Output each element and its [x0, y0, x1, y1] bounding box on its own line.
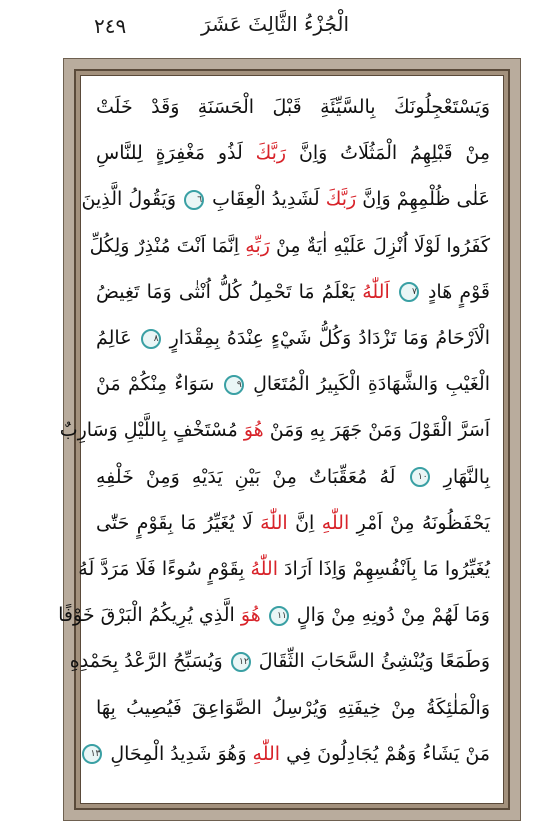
verse-text: مِنْ قَبْلِهِمُ الْمَثُلَاتُ وَاِنَّ [286, 142, 490, 165]
verse-number-marker: ١١ [269, 606, 289, 626]
text-line [69, 642, 490, 680]
verse-number-marker: ١٢ [231, 652, 251, 672]
verse-text [390, 281, 397, 303]
quran-text [58, 88, 491, 788]
verse-text: وَطَمَعًا وَيُنْشِئُ السَّحَابَ الثِّقَالَ [252, 650, 490, 673]
page-number: ٢٤٩ [94, 14, 127, 38]
verse-text: مُسْتَخْفٍ بِاللَّيْلِ وَسَارِبٌ [59, 419, 244, 442]
verse-text: لَا يُغَيِّرُ مَا بِقَوْمٍ حَتّٰى [96, 511, 261, 534]
verse-text: اِنَّمَا اَنْتَ مُنْذِرٌ وَلِكُلِّ [89, 234, 246, 257]
divine-name-text: رَبِّهِ [245, 234, 270, 257]
divine-name-text: اللّٰهِ [252, 742, 281, 765]
verse-text: قَوْمٍ هَادٍ [420, 280, 490, 303]
verse-text: عَالِمُ [96, 327, 139, 349]
verse-text: الَّذِي يُرِيكُمُ الْبَرْقَ خَوْفًا [58, 604, 241, 627]
verse-text: لَشَدِيدُ الْعِقَابِ [206, 188, 326, 211]
text-line [96, 134, 490, 172]
divine-name-text: اللّٰهُ [250, 558, 278, 580]
text-line [89, 227, 490, 265]
verse-text: الْغَيْبِ وَالشَّهَادَةِ الْكَبِيرُ الْمُتَعَالِ [245, 373, 490, 396]
verse-text: وَيُسَبِّحُ الرَّعْدُ بِحَمْدِهِ [69, 650, 229, 673]
verse-number-marker: ١٠ [410, 467, 430, 487]
verse-text: مَنْ يَشَاءُ وَهُمْ يُجَادِلُونَ فِي [280, 742, 490, 765]
text-line [78, 550, 490, 588]
verse-text: وَيَقُولُ الَّذِينَ [81, 188, 183, 211]
page-header [0, 0, 550, 56]
verse-text: لَذُو مَغْفِرَةٍ لِلنَّاسِ [96, 142, 256, 165]
text-line [96, 88, 490, 126]
text-line [96, 365, 490, 403]
verse-text: اَسَرَّ الْقَوْلَ وَمَنْ جَهَرَ بِهِ وَمَنْ [263, 419, 490, 442]
verse-text: عَلٰى ظُلْمِهِمْ وَاِنَّ [356, 188, 490, 211]
text-line [96, 504, 490, 542]
text-line [96, 689, 490, 727]
verse-text: الْاَرْحَامُ وَمَا تَزْدَادُ وَكُلُّ شَيْءٍ عِنْدَهُ بِمِقْدَارٍ [162, 327, 490, 349]
juz-title: الْجُزْءُ الثَّالِثَ عَشَرَ [200, 12, 350, 36]
divine-name-text: اللّٰهِ [321, 511, 350, 534]
verse-text: وَمَا لَهُمْ مِنْ دُونِهِ مِنْ وَالٍ [290, 604, 490, 627]
divine-name-text: اَللّٰهُ [362, 280, 390, 303]
verse-text: لَهُ مُعَقِّبَاتٌ مِنْ بَيْنِ يَدَيْهِ وَمِنْ خَلْفِهِ [96, 465, 408, 488]
divine-name-text: رَبَّكَ [325, 188, 357, 211]
verse-text: كَفَرُوا لَوْلَا اُنْزِلَ عَلَيْهِ اٰيَةٌ مِنْ [269, 234, 490, 257]
text-line [58, 596, 490, 634]
text-line [90, 735, 490, 773]
verse-text: بِالنَّهَارِ [431, 465, 490, 488]
verse-text: وَيَسْتَعْجِلُونَكَ بِالسَّيِّئَةِ قَبْلَ الْحَسَنَةِ وَقَدْ خَلَتْ [96, 96, 490, 118]
text-line [59, 411, 490, 449]
verse-text: يُغَيِّرُوا مَا بِاَنْفُسِهِمْ وَاِذَا اَرَادَ [277, 558, 490, 580]
verse-text: بِقَوْمٍ سُوءًا فَلَا مَرَدَّ لَهُ [78, 558, 251, 580]
text-line [96, 319, 490, 357]
verse-number-marker: ٦ [184, 190, 204, 210]
text-line [81, 180, 490, 218]
verse-text: اِنَّ [287, 511, 322, 534]
divine-name-text: رَبَّكَ [255, 142, 287, 165]
verse-text: يَعْلَمُ مَا تَحْمِلُ كُلُّ اُنْثٰى وَمَا تَغِيضُ [96, 280, 363, 303]
divine-name-text: هُوَ [240, 604, 261, 627]
verse-number-marker: ١٣ [82, 744, 102, 764]
verse-text: يَحْفَظُونَهُ مِنْ اَمْرِ [349, 511, 491, 534]
verse-number-marker: ٨ [141, 329, 161, 349]
divine-name-text: اللّٰهَ [260, 511, 288, 534]
verse-number-marker: ٩ [224, 375, 244, 395]
verse-text: وَالْمَلٰئِكَةُ مِنْ خِيفَتِهِ وَيُرْسِلُ الصَّوَاعِقَ فَيُصِيبُ بِهَا [96, 696, 490, 719]
verse-text: وَهُوَ شَدِيدُ الْمِحَالِ [104, 742, 253, 765]
text-line [96, 273, 490, 311]
verse-text: سَوَاءٌ مِنْكُمْ مَنْ [96, 373, 222, 396]
verse-number-marker: ٧ [399, 282, 419, 302]
text-line [96, 458, 490, 496]
verse-text [261, 604, 267, 626]
divine-name-text: هُوَ [243, 419, 264, 442]
